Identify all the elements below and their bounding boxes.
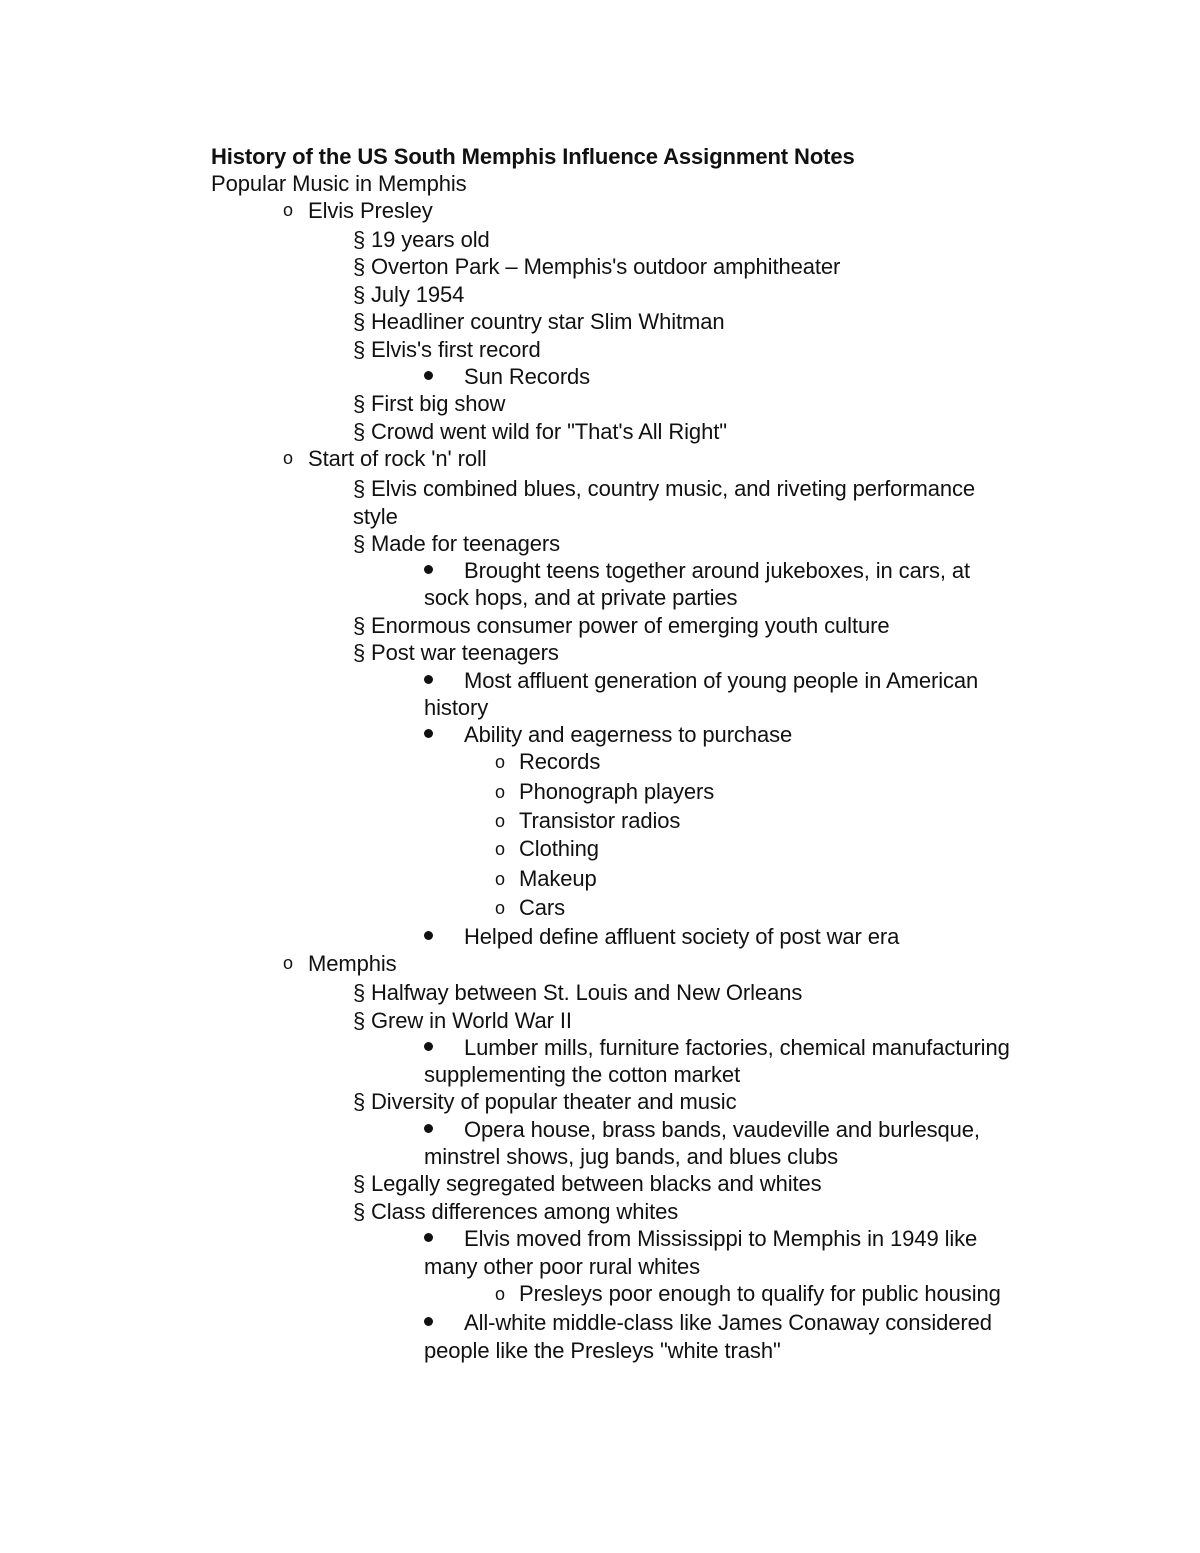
outline-marker-section: § xyxy=(353,640,366,665)
outline-marker-circle: o xyxy=(495,898,506,918)
outline-line: sock hops, and at private parties xyxy=(424,585,738,610)
outline-line: Sun Records xyxy=(464,364,591,389)
outline-line: Records xyxy=(519,749,601,774)
outline-marker-section: § xyxy=(353,419,366,444)
outline-line: Presleys poor enough to qualify for public housing xyxy=(519,1281,1001,1306)
outline-marker-section: § xyxy=(353,1199,366,1224)
outline-marker-circle: o xyxy=(283,200,294,220)
outline-marker-circle: o xyxy=(495,782,506,802)
outline-line: people like the Presleys "white trash" xyxy=(424,1338,781,1363)
outline-line: Cars xyxy=(519,895,566,920)
outline-marker-circle: o xyxy=(283,953,294,973)
outline-line: minstrel shows, jug bands, and blues clubs xyxy=(424,1144,839,1169)
outline-line: July 1954 xyxy=(371,282,465,307)
outline-line: supplementing the cotton market xyxy=(424,1062,741,1087)
outline-bullet-icon xyxy=(424,371,433,380)
outline-marker-circle: o xyxy=(495,869,506,889)
outline-line: Enormous consumer power of emerging youth culture xyxy=(371,613,890,638)
outline-bullet-icon xyxy=(424,1317,433,1326)
outline-line: style xyxy=(353,504,398,529)
outline-bullet-icon xyxy=(424,1233,433,1242)
outline-marker-section: § xyxy=(353,1008,366,1033)
outline-line: Elvis combined blues, country music, and riveting performance xyxy=(371,476,976,501)
outline-line: Helped define affluent society of post war era xyxy=(464,924,900,949)
document-title: History of the US South Memphis Influence Assignment Notes xyxy=(211,144,855,169)
outline-line: Clothing xyxy=(519,836,599,861)
outline-line: Makeup xyxy=(519,866,597,891)
outline-marker-section: § xyxy=(353,980,366,1005)
outline-marker-section: § xyxy=(353,282,366,307)
outline-bullet-icon xyxy=(424,675,433,684)
outline-line: Elvis's first record xyxy=(371,337,541,362)
outline-marker-section: § xyxy=(353,1089,366,1114)
outline-marker-section: § xyxy=(353,227,366,252)
outline-line: Halfway between St. Louis and New Orleans xyxy=(371,980,803,1005)
outline-bullet-icon xyxy=(424,1042,433,1051)
outline-line: Elvis moved from Mississippi to Memphis in 1949 like xyxy=(464,1226,978,1251)
outline-line: First big show xyxy=(371,391,506,416)
outline-line: Legally segregated between blacks and whites xyxy=(371,1171,822,1196)
outline-line: history xyxy=(424,695,489,720)
outline-line: Overton Park – Memphis's outdoor amphitheater xyxy=(371,254,841,279)
outline-marker-circle: o xyxy=(495,1284,506,1304)
outline-marker-circle: o xyxy=(283,448,294,468)
outline-marker-section: § xyxy=(353,254,366,279)
outline-line: Opera house, brass bands, vaudeville and burlesque, xyxy=(464,1117,980,1142)
outline-line: Transistor radios xyxy=(519,808,681,833)
outline-line: All-white middle-class like James Conaway considered xyxy=(464,1310,992,1335)
outline-line: Made for teenagers xyxy=(371,531,560,556)
outline-line: many other poor rural whites xyxy=(424,1254,700,1279)
outline-line: Phonograph players xyxy=(519,779,715,804)
outline-marker-section: § xyxy=(353,613,366,638)
outline-line: Post war teenagers xyxy=(371,640,559,665)
outline-line: Diversity of popular theater and music xyxy=(371,1089,737,1114)
outline-line: Class differences among whites xyxy=(371,1199,679,1224)
outline-marker-circle: o xyxy=(495,752,506,772)
outline-line: Brought teens together around jukeboxes, in cars, at xyxy=(464,558,971,583)
outline-marker-section: § xyxy=(353,531,366,556)
outline-marker-section: § xyxy=(353,476,366,501)
outline-marker-section: § xyxy=(353,391,366,416)
outline-line: Grew in World War II xyxy=(371,1008,572,1033)
outline-marker-section: § xyxy=(353,337,366,362)
outline-line: Ability and eagerness to purchase xyxy=(464,722,793,747)
outline-line: Popular Music in Memphis xyxy=(211,171,467,196)
outline-line: Most affluent generation of young people in American xyxy=(464,668,979,693)
outline-bullet-icon xyxy=(424,931,433,940)
outline-bullet-icon xyxy=(424,729,433,738)
outline-line: Lumber mills, furniture factories, chemical manufacturing xyxy=(464,1035,1010,1060)
outline-marker-circle: o xyxy=(495,811,506,831)
outline-marker-section: § xyxy=(353,309,366,334)
outline-line: Headliner country star Slim Whitman xyxy=(371,309,725,334)
outline-marker-circle: o xyxy=(495,839,506,859)
outline-line: Start of rock 'n' roll xyxy=(308,446,487,471)
outline-line: 19 years old xyxy=(371,227,490,252)
outline-bullet-icon xyxy=(424,565,433,574)
outline-marker-section: § xyxy=(353,1171,366,1196)
outline-line: Memphis xyxy=(308,951,397,976)
outline-line: Elvis Presley xyxy=(308,198,433,223)
outline-bullet-icon xyxy=(424,1124,433,1133)
outline-line: Crowd went wild for "That's All Right" xyxy=(371,419,727,444)
